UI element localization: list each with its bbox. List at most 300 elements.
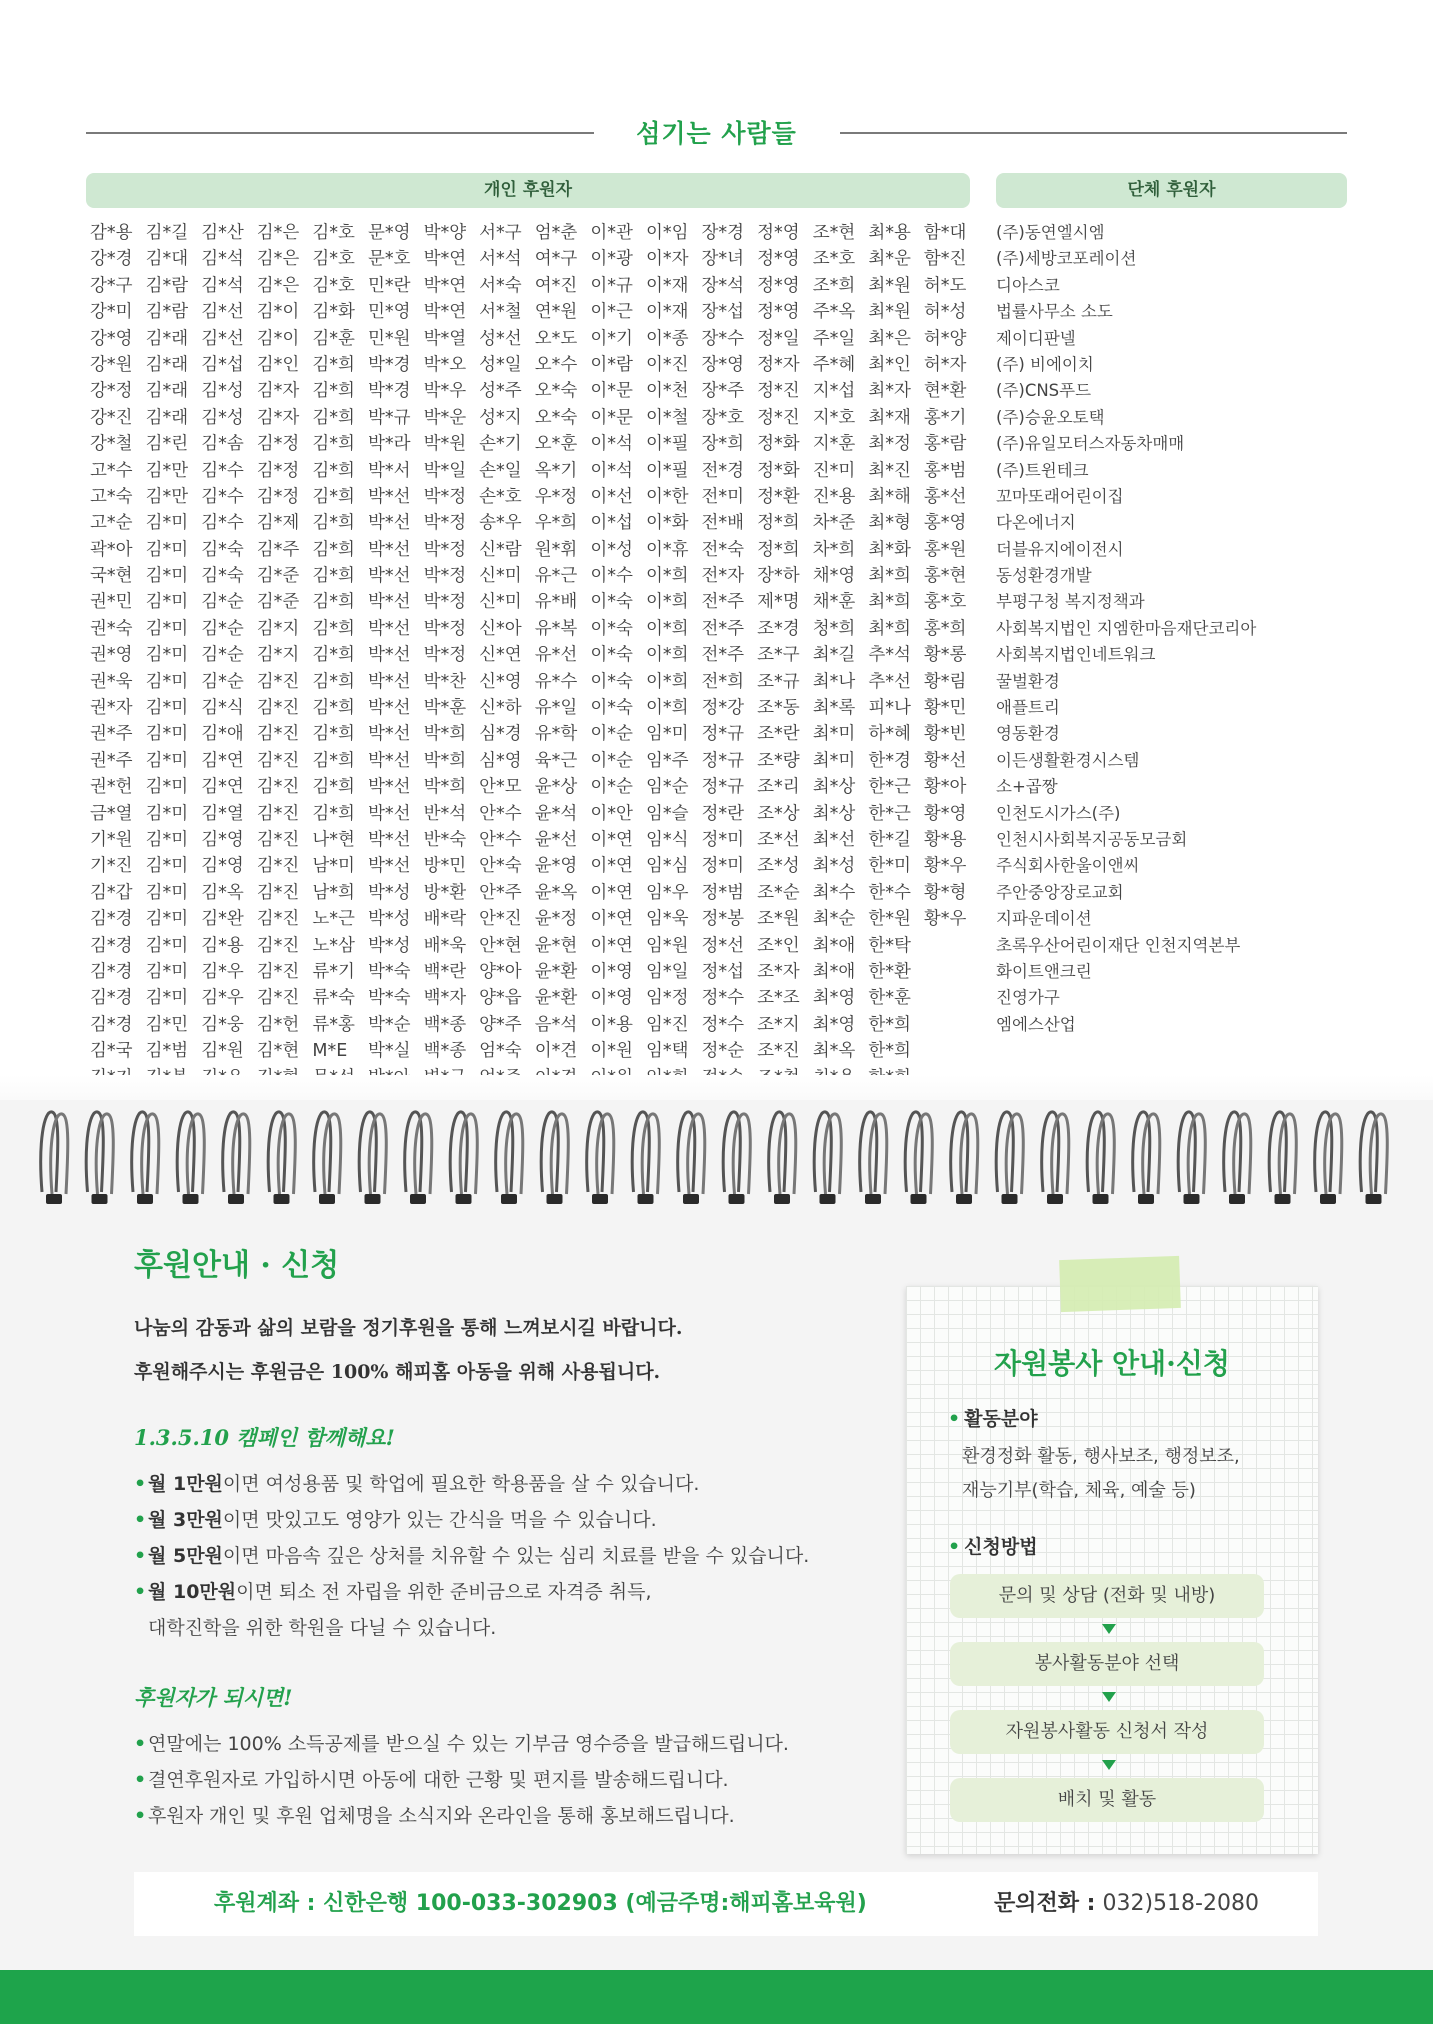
donor-name: 홍*선 — [923, 486, 967, 507]
donor-name: 최*운 — [868, 249, 911, 270]
campaign-list — [134, 1466, 894, 1646]
donor-name: 안*수 — [479, 829, 522, 850]
donor-name: 윤*영 — [534, 856, 578, 877]
donor-name: 장*수 — [701, 328, 745, 349]
donor-name: 김*희 — [312, 513, 355, 534]
donor-name: 이*순 — [590, 724, 633, 745]
phone-contact — [994, 1872, 1259, 1936]
fields-heading: • 활동분야 — [948, 1404, 1038, 1431]
donor-name: 김*진 — [256, 671, 300, 692]
donor-row — [90, 669, 990, 695]
donor-name: 김*우 — [201, 988, 244, 1009]
donor-name: 이*람 — [590, 354, 633, 375]
donor-name: 최*나 — [812, 671, 856, 692]
donor-name: 이*희 — [645, 566, 689, 587]
donor-name: 정*영 — [757, 302, 800, 323]
donor-name: 임*욱 — [645, 909, 689, 930]
donor-name: 박*선 — [367, 513, 411, 534]
donor-row — [90, 748, 990, 774]
donor-name: 권*영 — [90, 645, 133, 666]
step-1: 문의 및 상담 (전화 및 내방) — [950, 1574, 1264, 1618]
donor-name: 김*제 — [256, 513, 300, 534]
donor-name: 박*성 — [367, 935, 411, 956]
spiral-ring — [1133, 1112, 1160, 1204]
donor-name: 정*영 — [757, 223, 800, 243]
group-donor-name: 화이트앤크린 — [996, 961, 1092, 981]
donor-name: 제*명 — [757, 592, 800, 613]
donor-name: 최*애 — [812, 935, 856, 956]
donor-name: 전*경 — [701, 460, 745, 481]
donor-name: 조*경 — [757, 618, 800, 639]
donor-name: 지*섭 — [812, 381, 856, 402]
group-donor-name: 더블유지에이전시 — [996, 539, 1124, 559]
donor-name: 장*희 — [701, 434, 745, 455]
donor-row — [90, 880, 990, 906]
group-donor-name: 디아스코 — [996, 275, 1060, 295]
donor-name: 이*자 — [645, 249, 689, 270]
donor-name: 윤*선 — [534, 829, 578, 850]
donor-name: 감*용 — [90, 223, 133, 243]
donor-name: 장*석 — [701, 275, 745, 296]
group-donor-name: 제이디판넬 — [996, 328, 1076, 348]
spiral-ring — [41, 1112, 68, 1204]
donor-name: 윤*옥 — [534, 882, 578, 903]
donor-name: 김*국 — [90, 1041, 133, 1062]
donor-name: 조*조 — [757, 988, 800, 1009]
donor-name: 김*미 — [145, 882, 189, 903]
donor-name: 조*상 — [757, 803, 800, 824]
donor-name: 강*경 — [90, 249, 133, 270]
donor-name: 임*진 — [645, 1014, 689, 1035]
donor-name: 유*일 — [534, 698, 578, 719]
group-donor-name: (주)동연엘시엠 — [996, 223, 1105, 242]
donor-name: 국*현 — [90, 566, 133, 587]
donor-name: 박*선 — [367, 856, 411, 877]
donor-name: 김*준 — [256, 592, 300, 613]
donor-name: 김*인 — [256, 354, 300, 375]
spiral-ring — [496, 1112, 523, 1204]
donor-row — [90, 299, 990, 325]
donor-name: 곽*아 — [90, 539, 133, 560]
donor-name: 서*철 — [479, 302, 522, 323]
donor-name: 최*용 — [868, 223, 911, 243]
donor-name: 박*성 — [367, 909, 411, 930]
donor-name: 강*구 — [90, 275, 133, 296]
donor-name: 홍*영 — [923, 513, 967, 534]
donor-row — [90, 220, 990, 246]
group-donor-name: (주)승윤오토택 — [996, 407, 1105, 427]
donor-name: 박*규 — [367, 407, 411, 428]
donor-name: 박*정 — [423, 592, 467, 613]
list-item — [134, 1466, 894, 1502]
donor-name: 양*주 — [479, 1014, 522, 1035]
spiral-ring — [587, 1112, 614, 1204]
donor-name: 정*희 — [757, 539, 800, 560]
donor-name: 한*희 — [868, 1014, 911, 1035]
donor-name: 정*진 — [757, 381, 800, 402]
donor-name: 조*순 — [757, 882, 800, 903]
donor-name: 정*란 — [701, 803, 745, 824]
spiral-binding — [30, 1102, 1410, 1222]
donor-name: 황*민 — [923, 698, 967, 719]
donor-name: 이*희 — [645, 645, 689, 666]
donor-name: 백*자 — [423, 988, 467, 1009]
donor-name: 김*길 — [145, 223, 189, 243]
donor-name: 김*석 — [201, 275, 244, 296]
donor-name: 박*경 — [367, 354, 411, 375]
donor-name: 홍*원 — [923, 539, 967, 560]
donor-name: 성*지 — [479, 407, 522, 428]
donor-name: 엄*숙 — [479, 1041, 522, 1062]
donor-name: 박*선 — [367, 803, 411, 824]
donor-name: 박*찬 — [423, 671, 467, 692]
campaign-title: 1.3.5.10 캠페인 함께해요! — [134, 1425, 395, 1450]
donor-name: 김*현 — [256, 1041, 300, 1062]
donor-row — [90, 537, 990, 563]
donor-row — [90, 695, 990, 721]
donor-name: 김*완 — [201, 909, 244, 930]
donor-name: 피*나 — [868, 698, 911, 719]
donor-name: 이*연 — [590, 856, 633, 877]
donor-name: 김*희 — [312, 539, 355, 560]
donor-name: 최*화 — [868, 539, 911, 560]
donor-name: 강*원 — [90, 354, 133, 375]
spiral-ring — [996, 1112, 1023, 1204]
donor-name: 김*정 — [256, 460, 300, 481]
spiral-ring — [132, 1112, 159, 1204]
donor-row — [90, 827, 990, 853]
donor-name: 권*자 — [90, 698, 133, 719]
spiral-ring — [951, 1112, 978, 1204]
donor-name: 고*수 — [90, 460, 133, 481]
donor-name: 박*정 — [423, 618, 467, 639]
donor-name: 정*영 — [757, 275, 800, 296]
donor-name: 정*미 — [701, 829, 745, 850]
donor-name: 김*진 — [256, 882, 300, 903]
donor-name: 박*숙 — [367, 988, 411, 1009]
donor-name: 윤*환 — [534, 988, 578, 1009]
list-item: • 연말에는 100% 소득공제를 받으실 수 있는 기부금 영수증을 발급해드립니다. — [134, 1726, 894, 1762]
donor-name: 이*문 — [590, 407, 633, 428]
item-text: 이면 마음속 깊은 상처를 치유할 수 있는 심리 치료를 받을 수 있습니다. — [222, 1545, 810, 1567]
donor-name: 박*성 — [367, 882, 411, 903]
donor-name: 박*선 — [367, 486, 411, 507]
donor-name: 박*선 — [367, 618, 411, 639]
donor-name: 정*수 — [701, 988, 745, 1009]
donor-name: 김*진 — [256, 750, 300, 771]
donor-name: 김*미 — [145, 513, 189, 534]
donor-name: 서*석 — [479, 249, 522, 270]
donor-row — [90, 616, 990, 642]
donor-name: 황*선 — [923, 750, 967, 771]
donor-name: 김*순 — [201, 645, 244, 666]
donor-name: 우*희 — [534, 513, 578, 534]
donor-name: 김*민 — [145, 1014, 189, 1035]
donor-name: 장*녀 — [701, 249, 745, 270]
spiral-ring — [1087, 1112, 1114, 1204]
donor-name: 최*재 — [868, 407, 911, 428]
donor-name: 문*호 — [367, 249, 411, 270]
donor-name: 신*람 — [479, 539, 522, 560]
donor-name: 윤*상 — [534, 777, 578, 798]
donor-name: 진*용 — [812, 486, 856, 507]
donor-name: 김*순 — [201, 671, 244, 692]
donor-name: 조*현 — [812, 223, 856, 243]
group-donor-name: 부평구청 복지정책과 — [996, 592, 1145, 612]
support-title: 후원안내 · 신청 — [134, 1248, 340, 1283]
spiral-ring — [1224, 1112, 1251, 1204]
donor-name: 나*현 — [312, 829, 355, 850]
donor-name: 박*실 — [367, 1041, 411, 1062]
donor-name: 김*희 — [312, 407, 355, 428]
donor-row — [90, 352, 990, 378]
donor-name: 박*정 — [423, 513, 467, 534]
donor-row — [90, 458, 990, 484]
donor-name: 유*근 — [534, 566, 578, 587]
donor-name: 김*미 — [145, 750, 189, 771]
donor-name: 엄*춘 — [534, 223, 578, 243]
donor-name: 고*순 — [90, 513, 133, 534]
donor-name: 임*순 — [645, 777, 689, 798]
donor-name: 최*영 — [812, 1014, 856, 1035]
donor-name: 전*배 — [701, 513, 745, 534]
donor-name: 남*미 — [312, 856, 355, 877]
donor-name: 김*진 — [256, 698, 300, 719]
donor-name: 반*석 — [423, 803, 467, 824]
donor-name: 한*길 — [868, 829, 911, 850]
donor-name: 박*양 — [423, 223, 467, 243]
donor-row — [90, 933, 990, 959]
donor-name: 김*미 — [145, 829, 189, 850]
donor-name: 정*규 — [701, 724, 745, 745]
donor-name: 이*순 — [590, 750, 633, 771]
donor-name: 최*선 — [812, 829, 856, 850]
donor-name: 윤*석 — [534, 803, 578, 824]
donor-name: 우*정 — [534, 486, 578, 507]
donor-name: 김*진 — [256, 777, 300, 798]
donor-name: 김*식 — [201, 698, 244, 719]
item-text: 이면 맛있고도 영양가 있는 간식을 먹을 수 있습니다. — [222, 1509, 657, 1531]
group-donor-name: 꼬마또래어린이집 — [996, 486, 1124, 506]
item-text: 이면 퇴소 전 자립을 위한 준비금으로 자격증 취득, — [236, 1581, 652, 1603]
donor-name: 방*민 — [423, 856, 467, 877]
donor-name: 최*자 — [868, 381, 911, 402]
donor-name: 이*희 — [645, 592, 689, 613]
donor-name: 임*정 — [645, 988, 689, 1009]
spiral-ring — [86, 1112, 113, 1204]
donor-name: 김*희 — [312, 645, 355, 666]
donor-name: 최*원 — [868, 275, 911, 296]
donor-name: 조*원 — [757, 909, 800, 930]
donor-name: 권*주 — [90, 750, 133, 771]
fields-line: 재능기부(학습, 체육, 예술 등) — [962, 1480, 1196, 1501]
donor-name: 김*희 — [312, 618, 355, 639]
donor-name: 오*훈 — [534, 434, 578, 455]
list-item — [134, 1502, 894, 1538]
donor-name: 김*자 — [256, 381, 300, 402]
list-item — [134, 1574, 894, 1646]
donor-name: 김*경 — [90, 1014, 133, 1035]
donor-name: 신*연 — [479, 645, 522, 666]
donor-name: 이*수 — [590, 566, 633, 587]
donor-name — [924, 933, 980, 959]
donor-benefits-list — [134, 1726, 894, 1834]
donor-row — [90, 484, 990, 510]
amount: 월 3만원 — [148, 1509, 223, 1531]
donor-name: 최*희 — [868, 566, 911, 587]
group-donor-name: 주식회사한울이앤씨 — [996, 856, 1140, 876]
donor-row — [90, 378, 990, 404]
donor-name: 황*우 — [923, 909, 967, 930]
donor-name: M*E — [312, 1041, 348, 1062]
donor-name: 장*경 — [701, 223, 745, 243]
donor-name: 손*일 — [479, 460, 522, 481]
donor-name: 신*아 — [479, 618, 522, 639]
donor-name: 정*범 — [701, 882, 745, 903]
spiral-ring — [723, 1112, 750, 1204]
donor-name: 오*수 — [534, 354, 578, 375]
donor-name: 양*읍 — [479, 988, 522, 1009]
donor-name: 최*인 — [868, 354, 911, 375]
donor-name: 최*해 — [868, 486, 911, 507]
donor-name: 전*주 — [701, 592, 745, 613]
donor-name: 이*희 — [645, 618, 689, 639]
donor-name: 최*미 — [812, 750, 856, 771]
donor-name: 강*미 — [90, 302, 133, 323]
donor-row — [90, 642, 990, 668]
donor-name: 한*근 — [868, 803, 911, 824]
donor-name: 김*성 — [201, 381, 244, 402]
support-intro — [134, 1306, 894, 1394]
donor-name: 강*진 — [90, 407, 133, 428]
donor-name: 김*미 — [145, 698, 189, 719]
donor-name: 김*경 — [90, 909, 133, 930]
donor-name — [924, 1012, 980, 1038]
donor-name: 한*미 — [868, 856, 911, 877]
group-donor-name: 인천시사회복지공동모금회 — [996, 829, 1188, 849]
donor-row — [90, 405, 990, 431]
donor-name: 김*미 — [145, 803, 189, 824]
group-donor-name: 이든생활환경시스템 — [996, 750, 1140, 770]
donor-name: 김*은 — [256, 249, 300, 270]
donor-name: 조*희 — [812, 275, 856, 296]
donor-name: 박*훈 — [423, 698, 467, 719]
donor-name: 최*희 — [868, 618, 911, 639]
contact-bar — [134, 1872, 1318, 1936]
donor-name: 이*안 — [590, 803, 633, 824]
donor-name: 김*호 — [312, 223, 355, 243]
donor-name: 김*선 — [201, 328, 244, 349]
donor-name: 김*희 — [312, 434, 355, 455]
donor-benefits-title: 후원자가 되시면! — [134, 1685, 293, 1710]
donor-name: 권*욱 — [90, 671, 133, 692]
donor-name: 김*섭 — [201, 354, 244, 375]
spiral-ring — [450, 1112, 477, 1204]
donor-name: 이*관 — [590, 223, 633, 243]
donor-name: 백*종 — [423, 1014, 467, 1035]
donor-name: 이*견 — [534, 1041, 578, 1062]
donor-name: 김*정 — [256, 434, 300, 455]
donor-name: 노*근 — [312, 909, 355, 930]
donor-name: 임*택 — [645, 1041, 689, 1062]
donor-name: 민*란 — [367, 275, 411, 296]
donor-name: 김*희 — [312, 750, 355, 771]
donor-name: 김*애 — [201, 724, 244, 745]
donor-name: 채*훈 — [812, 592, 856, 613]
donor-name: 이*연 — [590, 829, 633, 850]
volunteer-card — [906, 1286, 1318, 1854]
donor-name: 박*연 — [423, 302, 467, 323]
donor-name: 정*자 — [757, 354, 800, 375]
donor-name: 장*섭 — [701, 302, 745, 323]
group-donor-name: 주안중앙장로교회 — [996, 882, 1124, 902]
donor-name — [924, 985, 980, 1011]
donor-name: 안*주 — [479, 882, 522, 903]
spiral-ring — [905, 1112, 932, 1204]
donor-name: 박*선 — [367, 566, 411, 587]
fields-line: 환경정화 활동, 행사보조, 행정보조, — [962, 1446, 1240, 1467]
group-donor-list — [996, 220, 1346, 1038]
group-donor-name: (주)트윈테크 — [996, 460, 1089, 480]
group-donor-name: 다온에너지 — [996, 513, 1076, 533]
donor-name: 육*근 — [534, 750, 578, 771]
donor-row — [90, 326, 990, 352]
donor-name: 조*선 — [757, 829, 800, 850]
donor-name: 김*원 — [201, 1041, 244, 1062]
step-4: 배치 및 활동 — [950, 1778, 1264, 1822]
donor-name: 기*원 — [90, 829, 133, 850]
donor-name: 허*자 — [923, 354, 967, 375]
donor-name: 조*란 — [757, 724, 800, 745]
donor-name: 이*진 — [645, 354, 689, 375]
donor-name: 김*석 — [201, 249, 244, 270]
donor-name: 김*희 — [312, 381, 355, 402]
list-item — [134, 1538, 894, 1574]
arrow-down-icon — [1102, 1760, 1116, 1770]
donor-name: 정*수 — [701, 1014, 745, 1035]
donor-name: 최*영 — [812, 988, 856, 1009]
donor-name: 김*솜 — [201, 434, 244, 455]
donor-name: 류*숙 — [312, 988, 355, 1009]
donor-name: 허*성 — [923, 302, 967, 323]
donor-name: 박*정 — [423, 566, 467, 587]
donor-name: 김*미 — [145, 566, 189, 587]
donor-name: 김*미 — [145, 777, 189, 798]
donor-name: 김*진 — [256, 961, 300, 982]
donor-name: 박*서 — [367, 460, 411, 481]
donor-name: 이*희 — [645, 698, 689, 719]
donor-name: 최*길 — [812, 645, 856, 666]
donor-name: 김*훈 — [312, 328, 355, 349]
donor-name: 한*수 — [868, 882, 911, 903]
donor-name: 이*재 — [645, 275, 689, 296]
donor-name: 옥*기 — [534, 460, 578, 481]
phone-label: 문의전화 : — [994, 1891, 1096, 1916]
donor-name: 정*규 — [701, 750, 745, 771]
donor-name: 최*형 — [868, 513, 911, 534]
donor-name: 홍*호 — [923, 592, 967, 613]
donor-name: 유*배 — [534, 592, 578, 613]
donor-row — [90, 431, 990, 457]
donor-name: 김*미 — [145, 539, 189, 560]
spiral-ring — [1042, 1112, 1069, 1204]
donor-name: 추*석 — [868, 645, 911, 666]
donor-name: 김*갑 — [90, 882, 133, 903]
donor-name: 노*삼 — [312, 935, 355, 956]
spiral-ring — [405, 1112, 432, 1204]
donor-name: 전*자 — [701, 566, 745, 587]
donor-name: 장*영 — [701, 354, 745, 375]
